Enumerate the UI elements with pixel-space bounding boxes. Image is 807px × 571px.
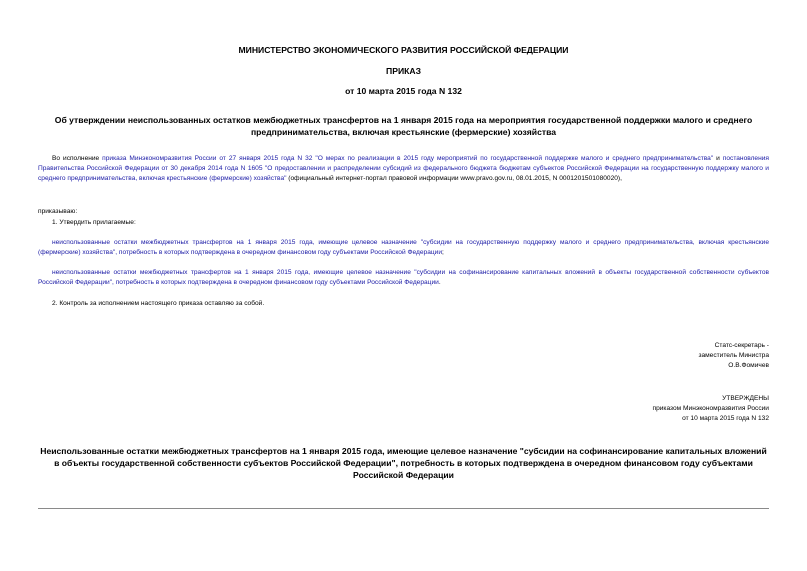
doc-type-heading: ПРИКАЗ bbox=[386, 66, 421, 76]
order-item-1: 1. Утвердить прилагаемые: bbox=[52, 219, 136, 226]
signature-title: Статс-секретарь - bbox=[714, 342, 769, 349]
approved-item-a-sep: ; bbox=[442, 249, 444, 256]
link-prikaz-32[interactable]: приказа Минэкономразвития России от 27 января 2015 года N 32 "О мерах по реализации в 2015 году мероприятий по государственной поддержке малого и среднего предпринимательства" bbox=[102, 155, 714, 162]
annex-title: Неиспользованные остатки межбюджетных трансфертов на 1 января 2015 года, имеющие целевое назначение "субсидии на софинансирование капитальных вложений в объекты государственной собственности субъектов Российской Федерации", потребность в которых подтверждена в очередном финансовом году субъектами Российской Федерации bbox=[40, 446, 767, 480]
signature-block bbox=[469, 341, 769, 371]
preamble-tail: (официальный интернет-портал правовой информации www.pravo.gov.ru, 08.01.2015, N 0001201501080020), bbox=[286, 175, 622, 182]
preamble-paragraph bbox=[38, 154, 769, 184]
order-item-2: 2. Контроль за исполнением настоящего приказа оставляю за собой. bbox=[52, 300, 265, 307]
bottom-divider bbox=[38, 508, 769, 509]
approved-item-b-sep: . bbox=[438, 279, 441, 286]
approved-label: УТВЕРЖДЕНЫ bbox=[722, 395, 769, 402]
approved-by: приказом Минэкономразвития России bbox=[652, 405, 769, 412]
approved-date: от 10 марта 2015 года N 132 bbox=[682, 415, 769, 422]
approved-item-a bbox=[38, 238, 769, 258]
signature-position: заместитель Министра bbox=[698, 352, 769, 359]
preamble-lead: Во исполнение bbox=[52, 155, 103, 162]
link-postanovlenie-1605[interactable]: постановления Правительства Российской Федерации от 30 декабря 2014 года N 1605 "О предоставлении и распределении субсидий из федерального бюджета бюджетам субъектов Российской Федерации на государственную поддержку малого и среднего предпринимательства, включая крестьянские (фермерские) хозяйства" bbox=[38, 155, 769, 182]
order-word: приказываю: bbox=[38, 208, 78, 215]
ministry-heading: МИНИСТЕРСТВО ЭКОНОМИЧЕСКОГО РАЗВИТИЯ РОССИЙСКОЙ ФЕДЕРАЦИИ bbox=[238, 45, 569, 55]
doc-title: Об утверждении неиспользованных остатков межбюджетных трансфертов на 1 января 2015 года на мероприятия государственной поддержки малого и среднего предпринимательства, включая крестьянские (фермерские) хозяйства bbox=[54, 115, 753, 137]
approved-block bbox=[469, 394, 769, 424]
preamble-mid: и bbox=[713, 155, 723, 162]
link-ostatki-gospodderzhka[interactable]: неиспользованные остатки межбюджетных трансфертов на 1 января 2015 года, имеющие целевое назначение "субсидии на государственную поддержку малого и среднего предпринимательства, включая крестьянские (фермерские) хозяйства", потребность в которых подтверждена в очередном финансовом году субъектами Российской Федерации bbox=[38, 239, 769, 256]
link-ostatki-kapvlozheniya[interactable]: неиспользованные остатки межбюджетных трансфертов на 1 января 2015 года, имеющие целевое назначение "субсидии на софинансирование капитальных вложений в объекты государственной собственности субъектов Российской Федерации", потребность в которых подтверждена в очередном финансовом году субъектами Российской Федерации bbox=[38, 269, 769, 286]
signature-name: О.В.Фомичев bbox=[728, 362, 769, 369]
doc-date: от 10 марта 2015 года N 132 bbox=[345, 86, 462, 96]
approved-item-b bbox=[38, 268, 769, 288]
